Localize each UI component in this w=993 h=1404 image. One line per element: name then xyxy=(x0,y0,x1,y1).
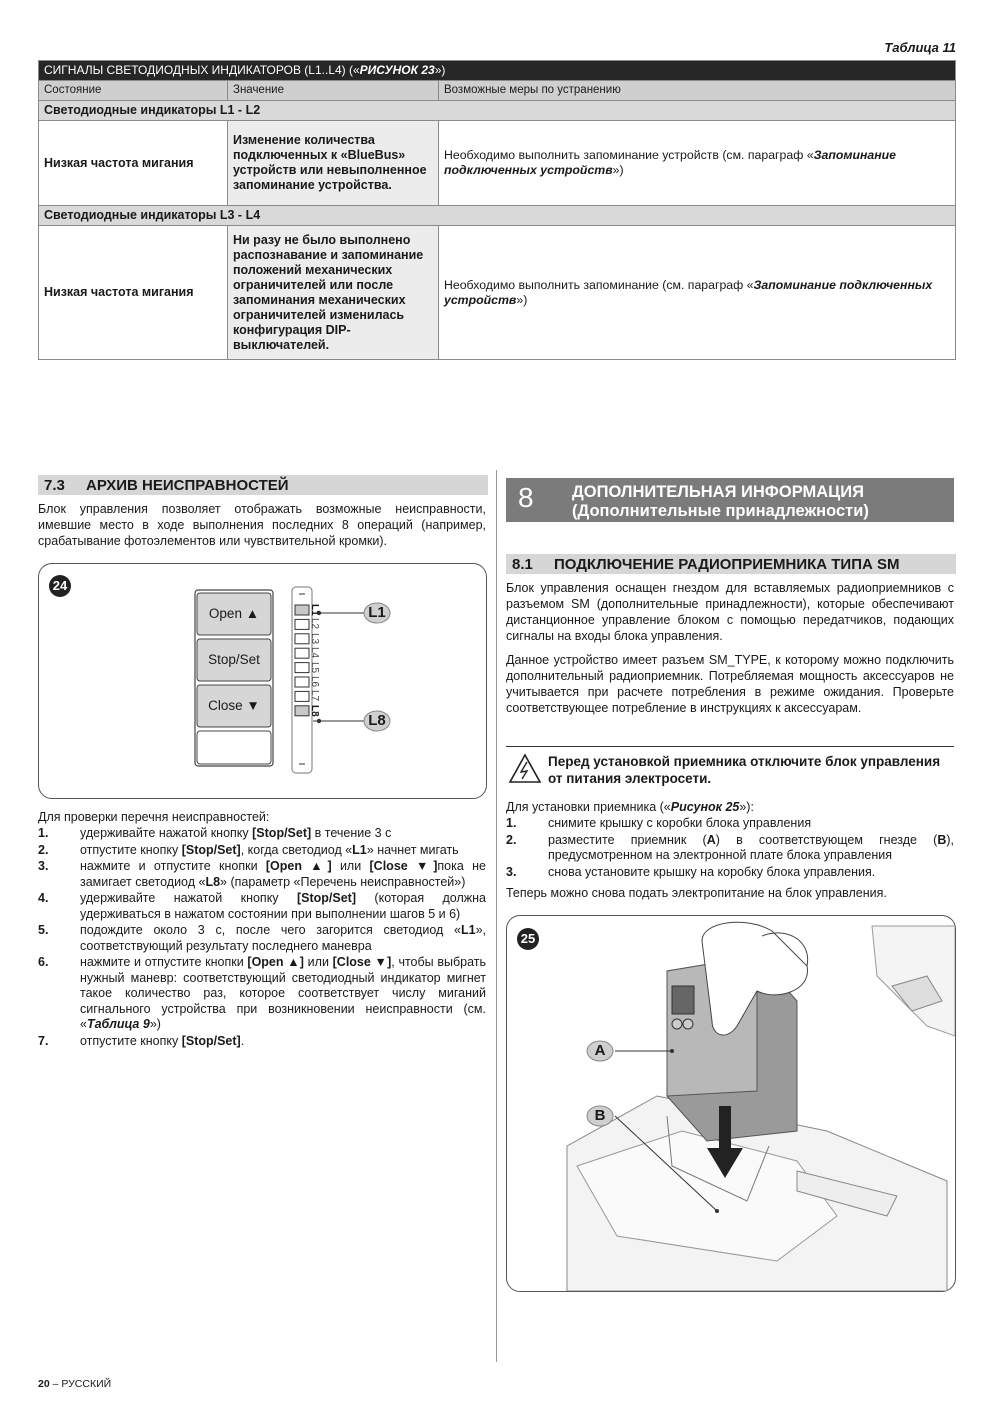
step-text: в течение 3 с xyxy=(311,826,392,840)
label-slot-b: B xyxy=(594,1107,606,1124)
step-text: удерживайте нажатой кнопку xyxy=(80,891,297,905)
step-item xyxy=(506,865,954,881)
step-emphasis: [Stop/Set] xyxy=(181,842,241,857)
section-8-header: 8 ДОПОЛНИТЕЛЬНАЯ ИНФОРМАЦИЯ (Дополнительные принадлежности) xyxy=(506,478,954,522)
open-button: Open ▲ xyxy=(208,606,260,621)
step-text: снимите крышку с коробки блока управления xyxy=(548,816,812,830)
led-signals-table xyxy=(38,60,956,360)
group-l1-l2: Светодиодные индикаторы L1 - L2 xyxy=(39,101,956,121)
step-number: 3. xyxy=(506,864,517,879)
callout-l8: L8 xyxy=(368,712,386,729)
section-8-1-header: 8.1 ПОДКЛЮЧЕНИЕ РАДИОПРИЕМНИКА ТИПА SM xyxy=(506,554,956,574)
step-text: » начнет мигать xyxy=(366,842,459,857)
step-item xyxy=(38,891,486,922)
fault-list-lead: Для проверки перечня неисправностей: xyxy=(38,810,270,824)
figure-number-badge: 25 xyxy=(517,928,539,950)
step-text: отпустите кнопку xyxy=(80,842,182,857)
step-item xyxy=(38,1034,486,1050)
step-number: 1. xyxy=(38,826,49,840)
callout-l1: L1 xyxy=(368,604,386,621)
led-label: L2 xyxy=(309,618,320,630)
led-indicator-l8 xyxy=(295,706,309,716)
row2-meaning: Ни разу не было выполнено распознавание и запоминание положений механических ограничителей или после запоминания механических ограничителей изменилась конфигурация DIP-выключателей. xyxy=(228,226,439,360)
row1-fix: Необходимо выполнить запоминание устройств (см. параграф «Запоминание подключенных устройств») xyxy=(439,121,956,206)
step-number: 2. xyxy=(38,842,49,857)
step-emphasis: [Close ▼] xyxy=(332,955,392,969)
led-label: L8 xyxy=(309,704,320,717)
led-label: L7 xyxy=(309,690,320,702)
led-indicator-l5 xyxy=(295,663,309,673)
step-item xyxy=(38,955,486,1033)
step-emphasis: A xyxy=(706,832,716,847)
close-button: Close ▼ xyxy=(208,698,260,713)
led-indicator-l1 xyxy=(295,605,309,615)
step-item xyxy=(38,826,486,842)
section-7-3-header: 7.3 АРХИВ НЕИСПРАВНОСТЕЙ xyxy=(38,475,488,495)
step-text: ), предусмотренном на электронной плате блока управления xyxy=(548,832,954,862)
step-item xyxy=(506,816,954,832)
led-indicator-l3 xyxy=(295,634,309,644)
table-caption: Таблица 11 xyxy=(884,40,956,55)
step-text: разместите приемник ( xyxy=(548,832,707,847)
header-fix: Возможные меры по устранению xyxy=(439,81,956,101)
step-number: 6. xyxy=(38,955,49,969)
step-emphasis: L1 xyxy=(352,842,367,857)
step-emphasis: [Open ▲] xyxy=(247,955,304,969)
step-number: 1. xyxy=(506,816,517,830)
page-footer: 20 – РУССКИЙ xyxy=(38,1378,112,1390)
step-text: » (параметр «Перечень неисправностей») xyxy=(220,874,466,889)
led-indicator-l4 xyxy=(295,648,309,658)
step-number: 2. xyxy=(506,832,517,847)
step-number: 5. xyxy=(38,923,49,937)
step-text: или xyxy=(303,955,333,969)
led-label: L1 xyxy=(309,604,320,616)
step-emphasis: [Open ▲] xyxy=(265,859,332,873)
step-emphasis: [Stop/Set] xyxy=(296,891,357,905)
figure-number-badge: 24 xyxy=(49,575,71,597)
step-text: нажмите и отпустите кнопки xyxy=(80,955,248,969)
section-8-1-p2: Данное устройство имеет разъем SM_TYPE, к которому можно подключить дополнительный радиоприемник. Потребляемая мощность аксессуаров не учитывается при расчете потребления в режиме ожидания. Проверьте соответствующее потребление в инструкциях к аксессуарам. xyxy=(506,653,954,715)
step-number: 3. xyxy=(38,859,49,873)
led-label: L6 xyxy=(309,676,320,688)
stop-set-button: Stop/Set xyxy=(208,652,260,667)
section-7-3-intro: Блок управления позволяет отображать возможные неисправности, имевшие место в ходе выполнения последних 8 операций (например, срабатывание фотоэлементов или чувствительной кромки). xyxy=(38,502,486,548)
receiver-install-illustration xyxy=(507,916,955,1291)
fault-steps-list xyxy=(38,826,486,1050)
step-text: . xyxy=(240,1033,245,1048)
step-item xyxy=(38,843,486,859)
column-divider xyxy=(496,470,497,1362)
figure-25 xyxy=(506,915,956,1292)
step-text: удерживайте нажатой кнопку xyxy=(80,826,253,840)
row2-state: Низкая частота мигания xyxy=(39,226,228,360)
row2-fix: Необходимо выполнить запоминание (см. параграф «Запоминание подключенных устройств») xyxy=(439,226,956,360)
step-text: ) в соответствующем гнезде ( xyxy=(715,832,938,847)
row1-state: Низкая частота мигания xyxy=(39,121,228,206)
install-lead: Для установки приемника («Рисунок 25»): xyxy=(506,800,754,814)
step-text: , когда светодиод « xyxy=(240,842,353,857)
label-receiver-a: A xyxy=(594,1042,606,1059)
step-emphasis: [Close ▼] xyxy=(369,859,438,873)
header-meaning: Значение xyxy=(228,81,439,101)
group-l3-l4: Светодиодные индикаторы L3 - L4 xyxy=(39,206,956,226)
figure-24 xyxy=(38,563,487,799)
led-label: L3 xyxy=(309,632,320,644)
step-emphasis: Таблица 9 xyxy=(86,1017,150,1031)
step-text: (которая должна удерживаться в нажатом состоянии при выполнении шагов 5 и 6) xyxy=(80,891,486,921)
step-item xyxy=(506,833,954,864)
led-label: L4 xyxy=(309,647,320,659)
step-number: 4. xyxy=(38,891,49,905)
step-text: снова установите крышку на коробку блока управления. xyxy=(548,864,876,879)
header-state: Состояние xyxy=(39,81,228,101)
step-text: , чтобы выбрать нужный маневр: соответствующий светодиодный индикатор мигнет такое количество раз, которое соответствует числу миганий сигнального устройства при возникновении неисправности (см. « xyxy=(80,955,486,1031)
step-emphasis: [Stop/Set] xyxy=(252,826,312,840)
power-warning xyxy=(506,746,954,786)
electric-hazard-icon xyxy=(508,753,542,785)
led-indicator-l2 xyxy=(295,619,309,629)
led-indicator-l7 xyxy=(295,691,309,701)
step-emphasis: [Stop/Set] xyxy=(181,1033,241,1048)
row1-meaning: Изменение количества подключенных к «BlueBus» устройств или невыполненное запоминание устройства. xyxy=(228,121,439,206)
step-text: пока не замигает светодиод « xyxy=(80,859,486,889)
step-text: нажмите и отпустите кнопки xyxy=(80,859,266,873)
step-text: », соответствующий результату последнего маневра xyxy=(80,923,486,953)
step-text: отпустите кнопку xyxy=(80,1033,182,1048)
section-8-1-p1: Блок управления оснащен гнездом для вставляемых радиоприемников с разъемом SM (дополнительные принадлежности), которые обеспечивают дистанционное управление блоком с помощью передатчиков, подающих сигналы на входы блока управления. xyxy=(506,581,954,643)
step-text: подождите около 3 с, после чего загорится светодиод « xyxy=(80,923,461,937)
step-item xyxy=(38,923,486,954)
step-item xyxy=(38,859,486,890)
step-number: 7. xyxy=(38,1033,49,1048)
led-indicator-l6 xyxy=(295,677,309,687)
step-emphasis: L1 xyxy=(460,923,476,937)
led-label: L5 xyxy=(309,661,320,673)
warning-text: Перед установкой приемника отключите блок управления от питания электросети. xyxy=(548,754,941,786)
step-emphasis: B xyxy=(937,832,947,847)
install-after: Теперь можно снова подать электропитание на блок управления. xyxy=(506,886,887,900)
step-text: или xyxy=(331,859,370,873)
install-steps-list xyxy=(506,816,954,881)
step-emphasis: L8 xyxy=(205,874,221,889)
step-text: ») xyxy=(149,1017,161,1031)
table-title: СИГНАЛЫ СВЕТОДИОДНЫХ ИНДИКАТОРОВ (L1..L4) («РИСУНОК 23») xyxy=(39,61,956,81)
